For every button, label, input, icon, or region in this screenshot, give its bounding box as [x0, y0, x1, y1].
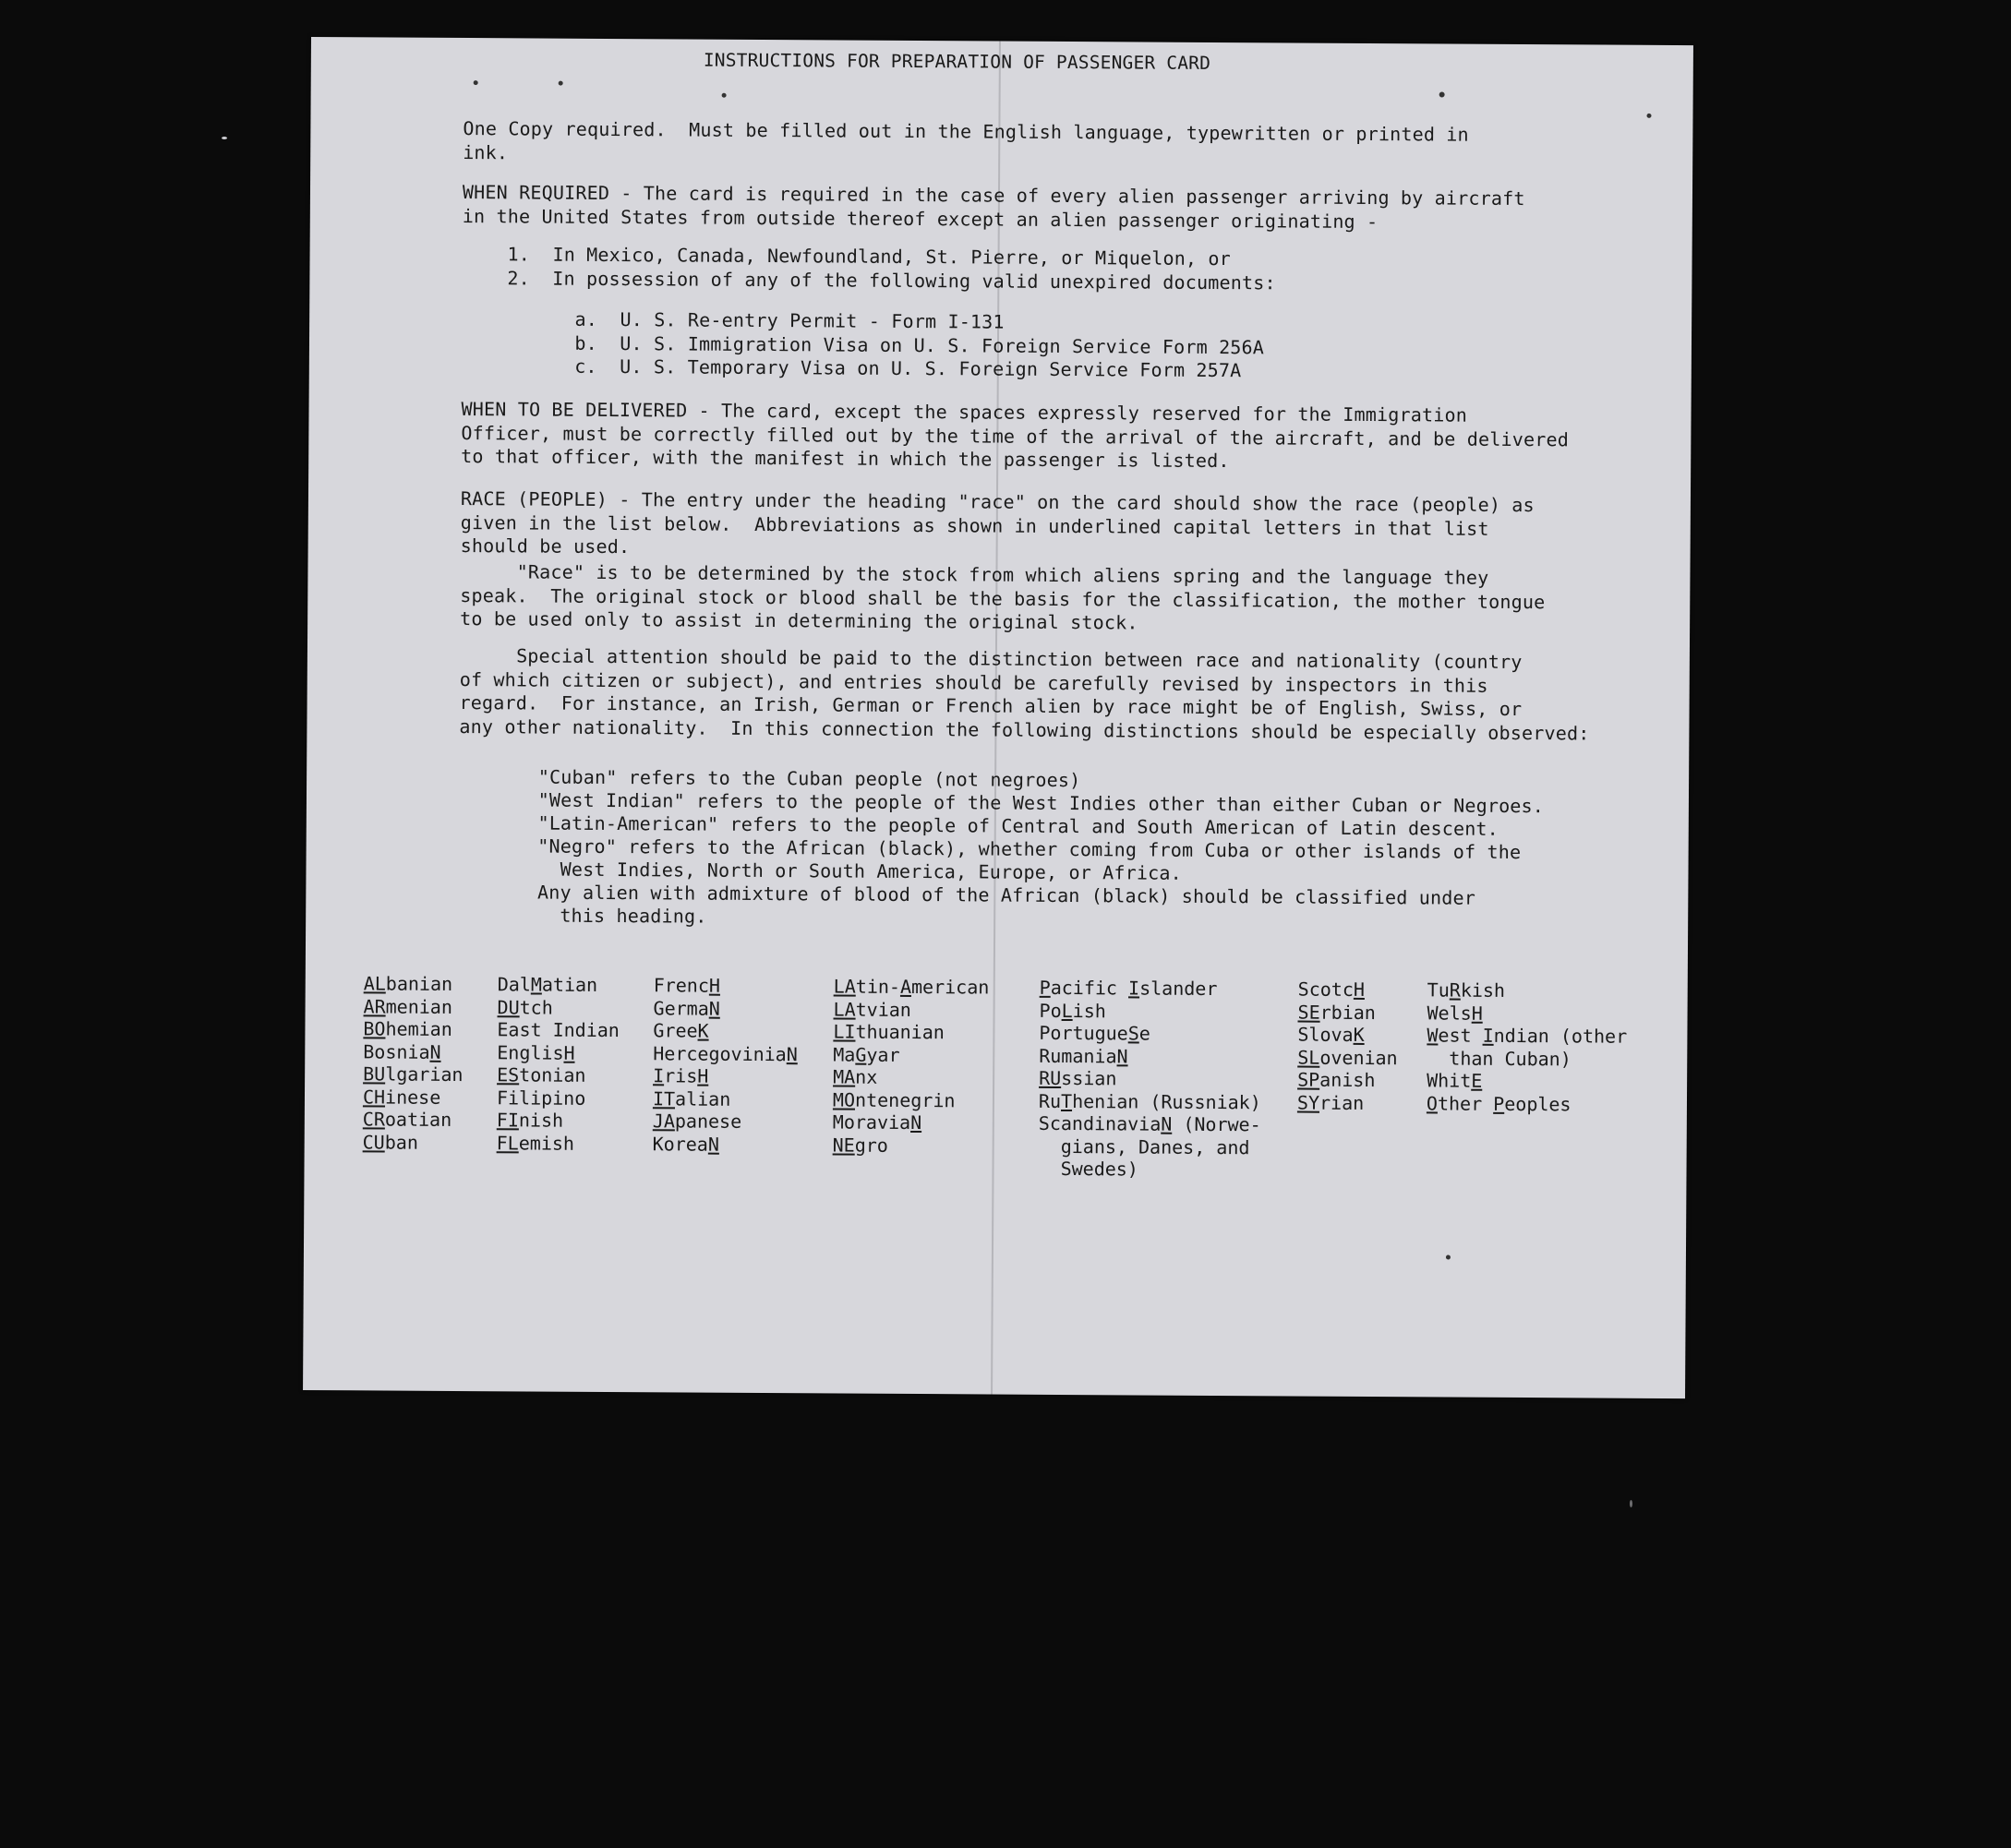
race-name-text: ban — [384, 1131, 418, 1154]
paper-speck — [559, 81, 563, 86]
race-name-text: anish — [1319, 1068, 1376, 1092]
race-entry — [1039, 1022, 1261, 1046]
race-abbreviation: G — [855, 1043, 867, 1066]
race-name-text: than Cuban) — [1427, 1046, 1571, 1070]
race-name-text: ntenegrin — [854, 1088, 956, 1111]
race-column-5 — [1038, 977, 1261, 1182]
race-name-text: ssian — [1061, 1066, 1117, 1090]
race-name-text: Whit — [1427, 1069, 1472, 1092]
race-entry — [1039, 1112, 1261, 1136]
race-entry — [1427, 1092, 1627, 1116]
race-abbreviation: H — [1353, 978, 1366, 1001]
race-abbreviation: T — [1060, 1089, 1073, 1112]
race-entry — [833, 1043, 989, 1067]
race-entry — [497, 1109, 620, 1132]
race-name-text: tch — [519, 995, 553, 1019]
race-name-text: ther — [1437, 1091, 1494, 1115]
race-entry — [1297, 1001, 1398, 1024]
race-name-text: Filipino — [496, 1086, 586, 1110]
race-name-text: kish — [1460, 978, 1506, 1002]
race-name-text: yar — [866, 1043, 900, 1066]
race-abbreviation: JA — [652, 1110, 676, 1133]
race-entry — [498, 973, 620, 996]
race-abbreviation: ES — [497, 1063, 520, 1086]
race-abbreviation: N — [1161, 1112, 1173, 1135]
race-abbreviation: P — [1493, 1092, 1505, 1115]
race-abbreviation: IT — [652, 1086, 676, 1110]
race-abbreviation: AR — [363, 994, 386, 1018]
document-title: INSTRUCTIONS FOR PREPARATION OF PASSENGER CARD — [703, 49, 1211, 74]
race-entry — [1039, 999, 1261, 1023]
race-name-text: ish — [1072, 999, 1106, 1022]
race-abbreviation: H — [697, 1064, 709, 1087]
race-abbreviation: FI — [496, 1109, 520, 1132]
race-name-text: inese — [385, 1086, 441, 1109]
race-entry — [497, 1086, 620, 1110]
race-name-text: ris — [664, 1064, 698, 1087]
when-required-paragraph: WHEN REQUIRED - The card is required in the case of every alien passenger arriving by aircraft in the United States from outside thereof except an alien passenger originating - — [462, 181, 1525, 233]
race-abbreviation: N — [707, 1133, 720, 1156]
race-name-text: acific — [1050, 976, 1129, 1000]
race-entry — [363, 1108, 464, 1131]
race-name-text: Portugue — [1039, 1021, 1128, 1045]
race-entry — [364, 995, 464, 1018]
race-name-text: Scandinavia — [1038, 1111, 1162, 1135]
race-name-text: Germa — [653, 996, 709, 1020]
race-name-text: gians, Danes, and — [1038, 1134, 1250, 1158]
race-entry — [834, 998, 990, 1022]
race-column-3 — [653, 974, 799, 1156]
race-abbreviation: SE — [1297, 1001, 1320, 1024]
race-entry — [1427, 1047, 1627, 1071]
race-abbreviation: N — [1116, 1044, 1128, 1067]
race-entry — [1427, 1024, 1627, 1048]
race-abbreviation: RU — [1039, 1066, 1062, 1089]
race-abbreviation: LI — [833, 1020, 856, 1043]
race-entry — [1039, 1067, 1261, 1091]
race-abbreviation: I — [1482, 1024, 1494, 1047]
race-abbreviation: H — [708, 974, 721, 997]
race-name-text: est — [1438, 1024, 1483, 1047]
race-name-text: tvian — [855, 998, 911, 1021]
race-name-text: Dal — [497, 973, 531, 996]
race-name-text: Po — [1039, 999, 1062, 1022]
race-distinctions-list: "Cuban" refers to the Cuban people (not negroes) "West Indian" refers to the people of the West Indies other than either Cuban or Negroes. "Latin-American" refers to the people of Central and South American of Latin descent. "Negro" refers to the African (black), whether coming from Cuba or other islands of the West Indies, North or South America, Europe, or Africa. Any alien with admixture of blood of the African (black) should be classified under this heading. — [458, 764, 1545, 928]
race-entry — [833, 1020, 989, 1044]
race-name-text: tonian — [519, 1063, 586, 1086]
race-entry — [653, 1042, 798, 1065]
document-types-list: a. U. S. Re-entry Permit - Form I-131 b. U. S. Immigration Visa on U. S. Foreign Service Form 256A c. U. S. Temporary Visa on U. S. Foreign Service Form 257A — [461, 307, 1265, 382]
race-abbreviation: R — [1449, 978, 1461, 1002]
race-entry — [653, 1087, 798, 1110]
race-name-text: henian (Russniak) — [1072, 1089, 1261, 1113]
race-column-2 — [497, 973, 620, 1155]
race-abbreviation: CR — [362, 1108, 386, 1131]
race-name-text: Wels — [1427, 1001, 1472, 1025]
race-abbreviation: N — [786, 1042, 798, 1065]
race-name-text: e — [1138, 1022, 1150, 1045]
race-abbreviation: O — [1426, 1091, 1439, 1114]
race-abbreviation: M — [530, 973, 542, 996]
race-entry — [1039, 1089, 1261, 1113]
race-name-text: Ma — [833, 1042, 856, 1066]
race-entry — [1427, 1002, 1627, 1026]
race-name-text: Gree — [653, 1019, 698, 1042]
race-name-text: rbian — [1319, 1001, 1376, 1024]
race-name-text: ndian (other — [1493, 1024, 1628, 1048]
race-name-text: Slova — [1297, 1023, 1354, 1046]
film-speck — [222, 137, 227, 139]
race-abbreviation: SY — [1296, 1091, 1320, 1114]
numbered-conditions: 1. In Mexico, Canada, Newfoundland, St. Pierre, or Miquelon, or 2. In possession of any of the following valid unexpired documents: — [462, 243, 1276, 294]
race-name-text: Frenc — [653, 974, 710, 997]
race-entry — [497, 1041, 620, 1064]
race-name-text: nx — [855, 1065, 878, 1088]
paper-speck — [722, 93, 727, 98]
race-abbreviation: CH — [362, 1085, 386, 1109]
paper-speck — [1446, 1255, 1451, 1260]
race-entry — [1298, 978, 1399, 1002]
paper-speck — [1646, 114, 1651, 118]
race-name-text: Korea — [652, 1132, 708, 1156]
race-abbreviation: W — [1427, 1024, 1439, 1047]
race-abbreviation: I — [1127, 977, 1140, 1000]
race-entry — [653, 1110, 798, 1133]
race-abbreviation: BU — [363, 1062, 386, 1086]
race-entry — [654, 997, 799, 1020]
race-name-text: tin- — [855, 975, 901, 998]
race-entry — [497, 1132, 620, 1155]
race-abbreviation: BO — [363, 1017, 386, 1040]
document-page — [303, 37, 1693, 1398]
race-abbreviation: AL — [363, 972, 386, 995]
special-attention-paragraph: Special attention should be paid to the distinction between race and nationality (country of which citizen or subject), and entries should be carefully revised by inspectors in this regard. For instance, an Irish, German or French alien by race might be of English, Swiss, or any other nationality. In this connection the following distinctions should be especially observed: — [459, 643, 1590, 744]
race-name-text: atian — [541, 973, 598, 996]
race-entry — [497, 1018, 620, 1041]
paper-speck — [474, 80, 478, 85]
race-column-6 — [1297, 978, 1398, 1115]
race-name-text: Tu — [1427, 978, 1450, 1002]
race-entry — [653, 1064, 798, 1087]
race-entry — [1038, 1158, 1260, 1182]
race-entry — [1427, 1069, 1627, 1093]
race-abbreviation: K — [1353, 1023, 1365, 1046]
race-name-text: Ru — [1038, 1089, 1062, 1112]
race-abbreviation: A — [899, 975, 912, 998]
race-abbreviation: K — [697, 1019, 709, 1042]
race-abbreviation: N — [910, 1110, 922, 1134]
race-name-text: Hercegovinia — [653, 1041, 787, 1065]
race-abbreviation: S — [1127, 1022, 1139, 1045]
race-name-text: slander — [1139, 977, 1218, 1001]
race-name-text: banian — [385, 972, 453, 995]
race-name-text: rian — [1319, 1091, 1365, 1114]
intro-paragraph: One Copy required. Must be filled out in the English language, typewritten or printed in ink. — [463, 117, 1469, 163]
race-entry — [1039, 1044, 1261, 1068]
race-name-text: gro — [854, 1134, 888, 1157]
race-name-text: Englis — [497, 1040, 564, 1064]
race-name-text: merican — [910, 975, 990, 999]
race-column-7 — [1427, 978, 1628, 1115]
race-name-text: Rumania — [1039, 1044, 1117, 1067]
race-name-text: East Indian — [497, 1018, 620, 1042]
race-abbreviation: I — [653, 1064, 665, 1087]
race-abbreviation: NE — [832, 1133, 855, 1157]
race-name-text: Scotc — [1297, 978, 1355, 1001]
race-entry — [653, 1019, 798, 1042]
race-name-text: nish — [518, 1109, 564, 1132]
race-abbreviation: P — [1039, 976, 1051, 999]
race-entry — [1297, 1091, 1398, 1114]
race-entry — [833, 1110, 989, 1134]
race-entry — [363, 1086, 464, 1109]
race-entry — [653, 1133, 798, 1156]
race-entry — [1039, 1134, 1261, 1158]
race-entry — [833, 1065, 989, 1089]
when-delivered-paragraph: WHEN TO BE DELIVERED - The card, except the spaces expressly reserved for the Immigration Officer, must be correctly filled out by the time of the arrival of the aircraft, and be delivered to that officer, with the manifest in which the passenger is listed. — [461, 398, 1570, 473]
race-name-text: hemian — [385, 1017, 452, 1040]
race-entry — [364, 972, 464, 995]
race-abbreviation: L — [1061, 999, 1073, 1022]
race-entry — [1297, 1024, 1398, 1047]
race-entry — [363, 1062, 464, 1086]
race-entry — [1427, 978, 1628, 1002]
race-entry — [1297, 1069, 1398, 1092]
race-name-text: Moravia — [832, 1110, 911, 1134]
race-name-text: menian — [385, 995, 453, 1018]
paper-speck — [1439, 91, 1445, 97]
race-column-4 — [833, 975, 990, 1157]
race-abbreviation: LA — [833, 997, 856, 1021]
race-abbreviation: E — [1471, 1069, 1483, 1092]
race-entry — [1040, 977, 1262, 1001]
race-name-text: lgarian — [385, 1062, 464, 1086]
film-speck — [1630, 1500, 1632, 1507]
race-name-text: Swedes) — [1038, 1157, 1138, 1181]
race-name-text: thuanian — [855, 1020, 945, 1044]
race-name-text: eoples — [1504, 1092, 1571, 1115]
race-entry — [498, 996, 620, 1019]
race-name-text: panese — [674, 1110, 742, 1133]
race-entry — [497, 1063, 620, 1086]
race-entry — [363, 1131, 464, 1154]
race-name-text: emish — [518, 1131, 575, 1155]
race-entry — [363, 1017, 464, 1040]
race-paragraph: RACE (PEOPLE) - The entry under the heading "race" on the card should show the race (people) as given in the list below. Abbreviations as shown in underlined capital letters in that list should be used. — [460, 486, 1535, 558]
race-abbreviation: FL — [496, 1131, 519, 1154]
race-abbreviation: LA — [833, 975, 856, 998]
race-abbreviation: CU — [362, 1130, 385, 1154]
race-entry — [1297, 1046, 1398, 1069]
race-name-text: Bosnia — [363, 1039, 430, 1063]
race-abbreviation: MO — [832, 1087, 856, 1111]
race-entry — [834, 975, 990, 999]
race-name-text: oatian — [384, 1108, 452, 1131]
race-name-text: ovenian — [1319, 1046, 1398, 1069]
race-name-text: alian — [675, 1086, 731, 1110]
race-abbreviation: H — [1471, 1002, 1483, 1025]
race-abbreviation: SP — [1297, 1068, 1320, 1091]
race-abbreviation: MA — [833, 1065, 856, 1088]
race-entry — [363, 1040, 464, 1063]
race-entry — [833, 1088, 989, 1112]
race-abbreviation: DU — [497, 995, 520, 1018]
race-stock-paragraph: "Race" is to be determined by the stock from which aliens spring and the language they speak. The original stock or blood shall be the basis for the classification, the mother tongue to be used only to assist in determining the original stock. — [460, 559, 1546, 634]
race-name-text: (Norwe- — [1172, 1112, 1261, 1136]
race-abbreviation: SL — [1297, 1046, 1320, 1069]
race-column-1 — [363, 972, 464, 1154]
race-entry — [833, 1134, 989, 1158]
race-abbreviation: H — [563, 1041, 575, 1064]
race-abbreviation: N — [708, 997, 720, 1020]
race-entry — [654, 974, 799, 997]
race-abbreviation: N — [429, 1040, 441, 1063]
